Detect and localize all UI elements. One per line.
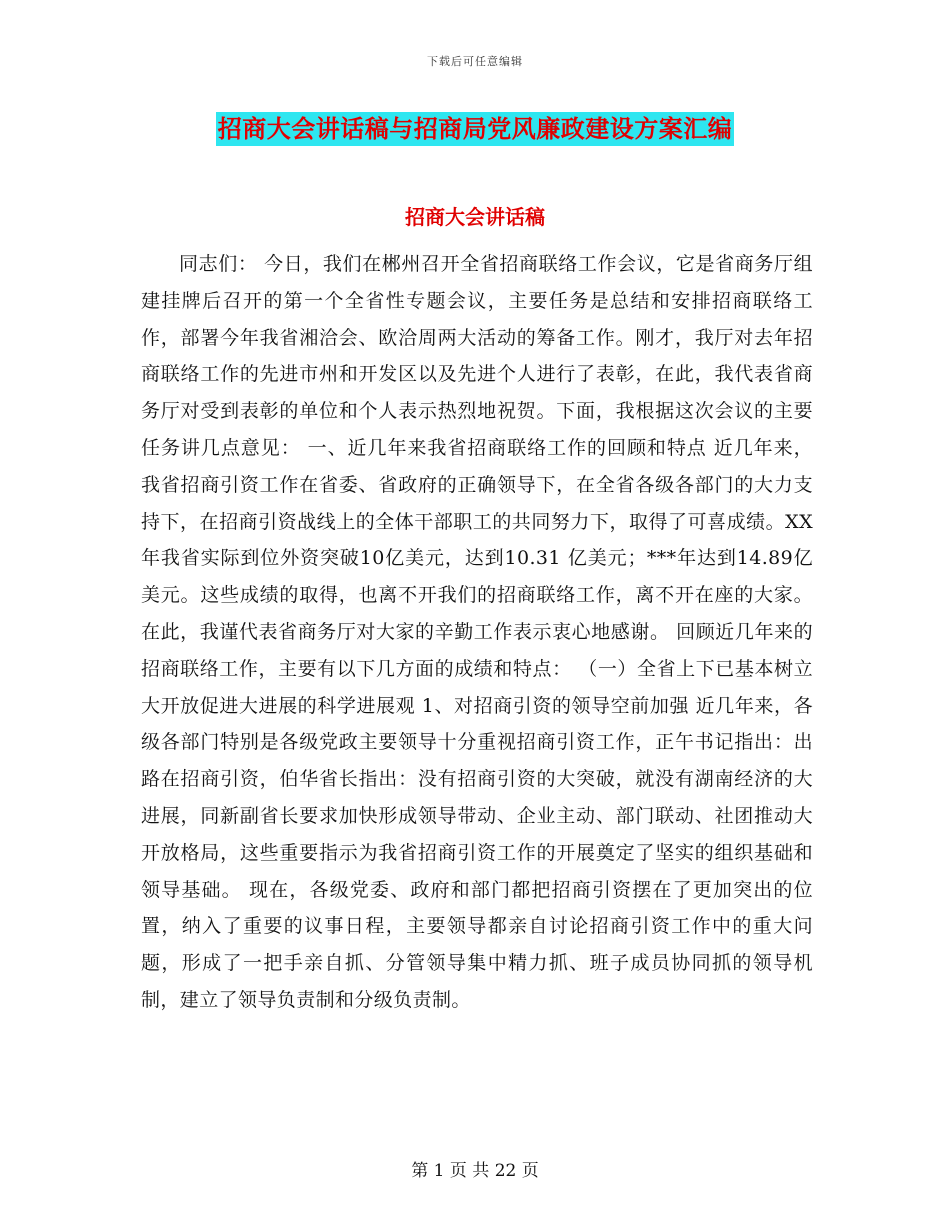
body-paragraph: 同志们： 今日，我们在郴州召开全省招商联络工作会议，它是省商务厅组建挂牌后召开的第一个全省性专题会议，主要任务是总结和安排招商联络工作，部署今年我省湘洽会、欧洽周两大活动的筹备工作。刚才，我厅对去年招商联络工作的先进市州和开发区以及先进个人进行了表彰，在此，我代表省商务厅对受到表彰的单位和个人表示热烈地祝贺。下面，我根据这次会议的主要任务讲几点意见： 一、近几年来我省招商联络工作的回顾和特点 近几年来，我省招商引资工作在省委、省政府的正确领导下，在全省各级各部门的大力支持下，在招商引资战线上的全体干部职工的共同努力下，取得了可喜成绩。XX年我省实际到位外资突破10亿美元，达到10.31 亿美元；***年达到14.89亿美元。这些成绩的取得，也离不开我们的招商联络工作，离不开在座的大家。在此，我谨代表省商务厅对大家的辛勤工作表示衷心地感谢。 回顾近几年来的招商联络工作，主要有以下几方面的成绩和特点： （一）全省上下已基本树立大开放促进大进展的科学进展观 1、对招商引资的领导空前加强 近几年来，各级各部门特别是各级党政主要领导十分重视招商引资工作，正午书记指出：出路在招商引资，伯华省长指出：没有招商引资的大突破，就没有湖南经济的大进展，同新副省长要求加快形成领导带动、企业主动、部门联动、社团推动大开放格局，这些重要指示为我省招商引资工作的开展奠定了坚实的组织基础和领导基础。 现在，各级党委、政府和部门都把招商引资摆在了更加突出的位置，纳入了重要的议事日程，主要领导都亲自讨论招商引资工作中的重大问题，形成了一把手亲自抓、分管领导集中精力抓、班子成员协同抓的领导机制，建立了领导负责制和分级负责制。 <box>141 253 813 1011</box>
section-title: 招商大会讲话稿 <box>405 205 545 229</box>
document-title: 招商大会讲话稿与招商局党风廉政建设方案汇编 <box>216 112 735 146</box>
document-title-container <box>0 112 950 146</box>
page-number-footer: 第 1 页 共 22 页 <box>411 1161 539 1181</box>
header-note: 下载后可任意编辑 <box>427 55 523 68</box>
